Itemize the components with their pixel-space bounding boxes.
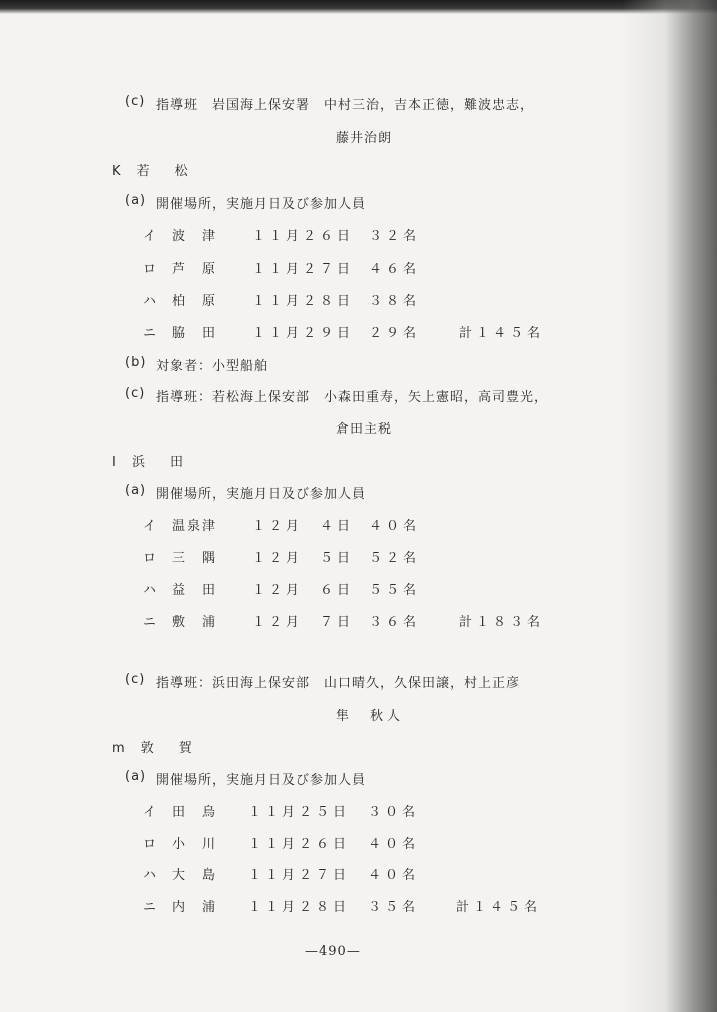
row-mark: イ	[143, 519, 159, 534]
venue-heading: 開催場所，実施月日及び参加人員	[156, 773, 367, 788]
row-count: ３２名	[369, 229, 421, 244]
row-date: １１月２７日	[248, 868, 351, 883]
item-marker: (a)	[125, 769, 147, 784]
row-mark: ニ	[143, 615, 159, 630]
row-total: 計１８３名	[459, 615, 545, 630]
row-place: 大 島	[172, 868, 218, 883]
row-mark: ニ	[143, 326, 159, 341]
row-place: 三 隅	[172, 551, 218, 566]
row-place: 敷 浦	[172, 615, 218, 630]
row-place: 田 烏	[172, 805, 218, 820]
row-mark: ハ	[143, 294, 159, 309]
row-date: １２月 ７日	[252, 615, 355, 630]
section-heading: K 若 松	[112, 164, 194, 179]
page-number: —490—	[305, 944, 361, 959]
target-audience: 対象者：小型船舶	[156, 359, 269, 374]
row-date: １２月 ５日	[252, 551, 355, 566]
row-count: ３６名	[369, 615, 421, 630]
row-place: 柏 原	[172, 294, 218, 309]
row-mark: ニ	[143, 900, 159, 915]
row-date: １１月２９日	[252, 326, 355, 341]
book-spine-shadow	[622, 0, 717, 1012]
item-marker: (c)	[125, 94, 146, 109]
row-count: ３８名	[369, 294, 421, 309]
row-count: ３５名	[368, 900, 420, 915]
item-marker: (a)	[125, 193, 147, 208]
row-count: ３０名	[368, 805, 420, 820]
row-date: １１月２６日	[252, 229, 355, 244]
row-mark: ロ	[143, 551, 159, 566]
row-place: 温泉津	[172, 519, 218, 534]
instructor-team-text: 指導班：若松海上保安部 小森田重寿，矢上憲昭，高司豊光，	[156, 390, 549, 405]
instructor-team-text: 指導班 岩国海上保安署 中村三治，吉本正徳，難波忠志，	[156, 98, 535, 113]
row-mark: ハ	[143, 583, 159, 598]
row-date: １１月２８日	[248, 900, 351, 915]
row-place: 波 津	[172, 229, 218, 244]
section-heading: I 浜 田	[112, 455, 189, 470]
row-count: ４０名	[369, 519, 421, 534]
row-mark: ロ	[143, 837, 159, 852]
instructor-team-text: 指導班：浜田海上保安部 山口晴久，久保田譲，村上正彦	[156, 676, 521, 691]
row-total: 計１４５名	[456, 900, 542, 915]
row-date: １１月２７日	[252, 262, 355, 277]
row-place: 脇 田	[172, 326, 218, 341]
section-heading: m 敦 賀	[112, 741, 198, 756]
row-count: ２９名	[369, 326, 421, 341]
item-marker: (a)	[125, 483, 147, 498]
row-count: ４０名	[368, 837, 420, 852]
row-place: 益 田	[172, 583, 218, 598]
row-date: １２月 ６日	[252, 583, 355, 598]
venue-heading: 開催場所，実施月日及び参加人員	[156, 197, 367, 212]
item-marker: (b)	[125, 355, 147, 370]
row-date: １１月２５日	[248, 805, 351, 820]
row-count: ４０名	[368, 868, 420, 883]
row-mark: ハ	[143, 868, 159, 883]
row-date: １１月２８日	[252, 294, 355, 309]
row-place: 芦 原	[172, 262, 218, 277]
instructor-team-continuation: 倉田主税	[336, 422, 393, 437]
row-mark: ロ	[143, 262, 159, 277]
row-place: 小 川	[172, 837, 218, 852]
row-mark: イ	[143, 805, 159, 820]
row-count: ４６名	[369, 262, 421, 277]
item-marker: (c)	[125, 672, 146, 687]
row-total: 計１４５名	[459, 326, 545, 341]
venue-heading: 開催場所，実施月日及び参加人員	[156, 487, 367, 502]
item-marker: (c)	[125, 386, 146, 401]
instructor-team-continuation: 隼 秋人	[336, 709, 405, 724]
row-date: １１月２６日	[248, 837, 351, 852]
instructor-team-continuation: 藤井治朗	[336, 131, 393, 146]
row-mark: イ	[143, 229, 159, 244]
scan-top-edge	[0, 0, 717, 14]
row-place: 内 浦	[172, 900, 218, 915]
row-date: １２月 ４日	[252, 519, 355, 534]
row-count: ５２名	[369, 551, 421, 566]
row-count: ５５名	[369, 583, 421, 598]
